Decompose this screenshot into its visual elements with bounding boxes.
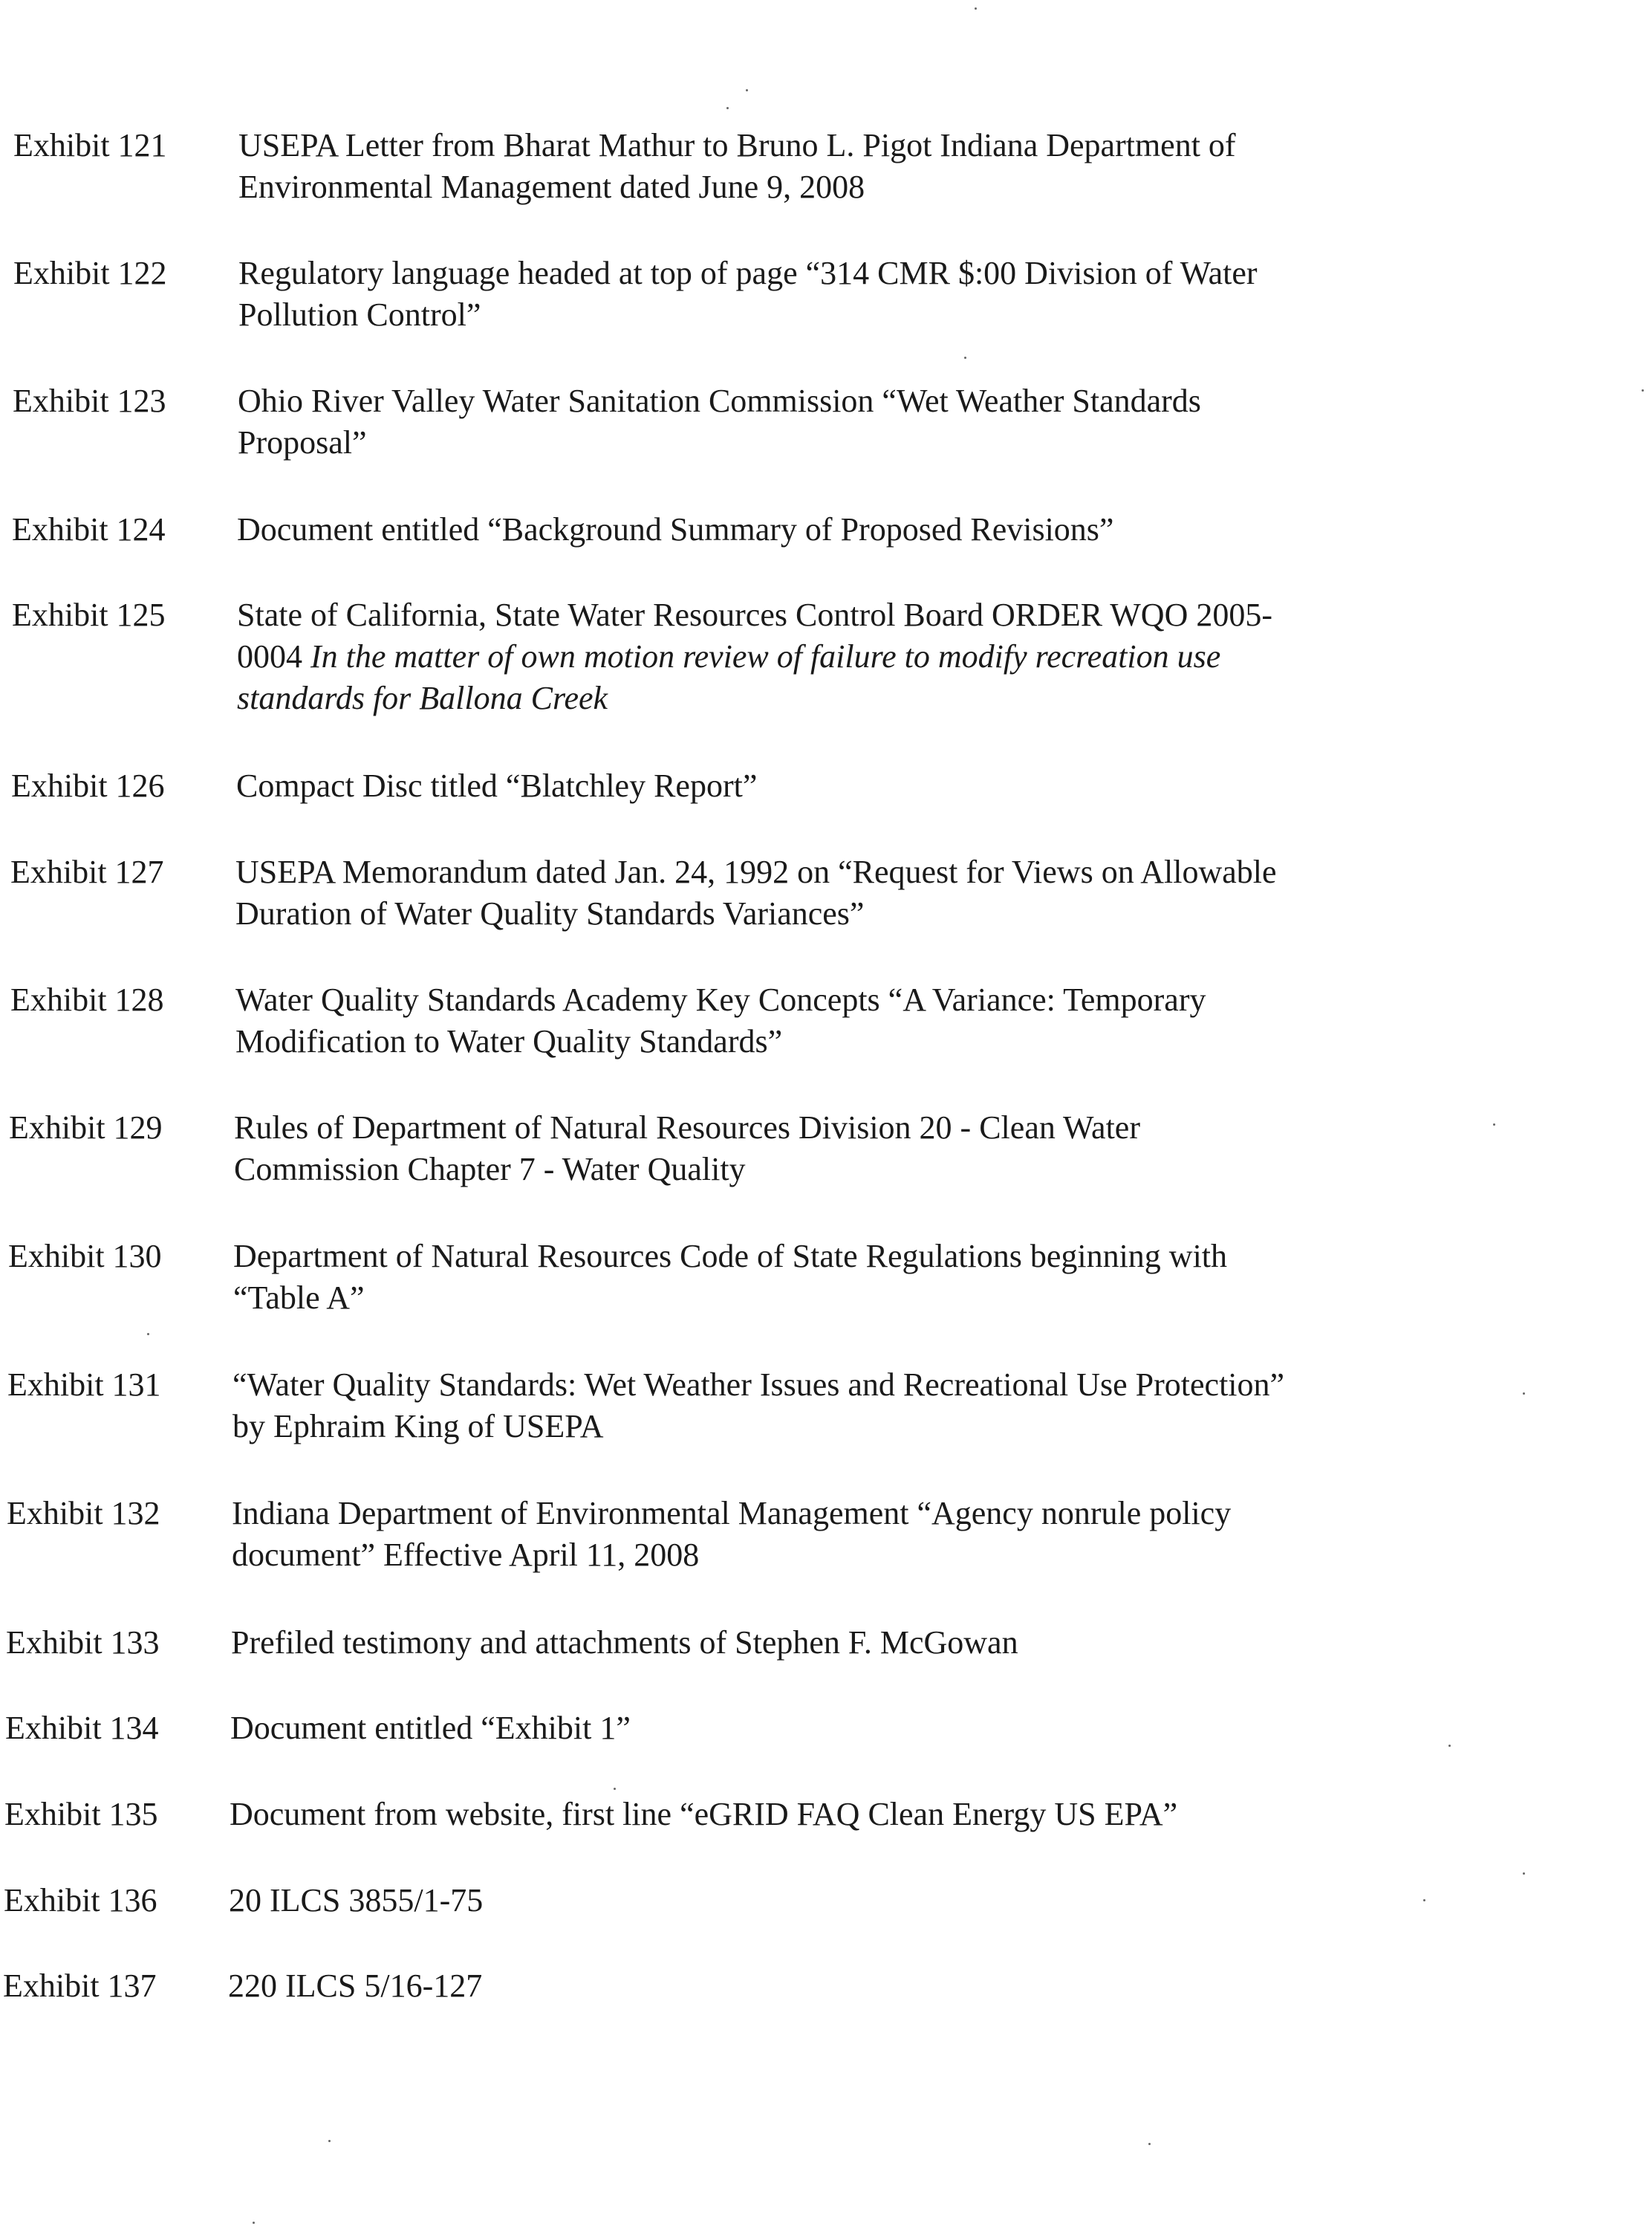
exhibit-case-title: In the matter of own motion review of failure to modify recreation use bbox=[310, 638, 1221, 675]
exhibit-description-line bbox=[237, 636, 1544, 678]
exhibit-description-line: Proposal” bbox=[238, 424, 367, 461]
exhibit-description-line: “Table A” bbox=[233, 1279, 365, 1316]
scan-speck bbox=[1493, 1123, 1495, 1126]
exhibit-row bbox=[4, 1880, 1534, 1969]
exhibit-row bbox=[10, 851, 1541, 941]
exhibit-label: Exhibit 129 bbox=[9, 1109, 163, 1146]
exhibit-label: Exhibit 123 bbox=[13, 383, 166, 419]
exhibit-label: Exhibit 132 bbox=[7, 1495, 160, 1531]
exhibit-description-line: Document from website, first line “eGRID FAQ Clean Energy US EPA” bbox=[230, 1796, 1178, 1832]
exhibit-label: Exhibit 131 bbox=[7, 1366, 161, 1403]
exhibit-description bbox=[230, 1707, 1538, 1749]
exhibit-row bbox=[11, 765, 1541, 854]
exhibit-label: Exhibit 126 bbox=[11, 768, 165, 804]
exhibit-row bbox=[13, 125, 1544, 214]
exhibit-description bbox=[238, 380, 1545, 464]
scan-speck bbox=[964, 357, 966, 359]
scan-speck bbox=[614, 1788, 616, 1790]
exhibit-description-line: Duration of Water Quality Standards Variances” bbox=[235, 895, 865, 932]
exhibit-label: Exhibit 128 bbox=[10, 982, 164, 1018]
exhibit-description-line: Modification to Water Quality Standards” bbox=[235, 1023, 783, 1060]
exhibit-description-line: 220 ILCS 5/16-127 bbox=[228, 1968, 483, 2004]
exhibit-row bbox=[5, 1707, 1535, 1797]
exhibit-label: Exhibit 121 bbox=[13, 127, 167, 163]
scan-speck bbox=[328, 2140, 331, 2142]
exhibit-row bbox=[13, 253, 1544, 342]
scan-speck bbox=[746, 89, 748, 91]
exhibit-description-line: Department of Natural Resources Code of State Regulations beginning with bbox=[233, 1238, 1228, 1274]
exhibit-label: Exhibit 134 bbox=[5, 1710, 159, 1746]
exhibit-label: Exhibit 137 bbox=[3, 1968, 157, 2004]
exhibit-label: Exhibit 122 bbox=[13, 255, 167, 291]
exhibit-row bbox=[9, 1107, 1539, 1196]
exhibit-label: Exhibit 133 bbox=[6, 1624, 160, 1661]
scan-speck bbox=[1642, 389, 1644, 392]
exhibit-description bbox=[233, 1236, 1541, 1319]
exhibit-description bbox=[237, 509, 1544, 551]
exhibit-row bbox=[10, 979, 1541, 1068]
exhibit-description-line: Environmental Management dated June 9, 2008 bbox=[238, 169, 865, 205]
exhibit-description-line: Ohio River Valley Water Sanitation Commission “Wet Weather Standards bbox=[238, 383, 1201, 419]
exhibit-row bbox=[12, 594, 1542, 716]
scan-speck bbox=[1523, 1392, 1525, 1395]
exhibit-description-line: “Water Quality Standards: Wet Weather Issues and Recreational Use Protection” bbox=[232, 1366, 1285, 1403]
exhibit-label: Exhibit 130 bbox=[8, 1238, 162, 1274]
scan-speck bbox=[1523, 1872, 1525, 1875]
exhibit-label: Exhibit 124 bbox=[12, 511, 166, 548]
exhibit-order-number: 0004 bbox=[237, 638, 310, 675]
exhibit-description bbox=[238, 125, 1546, 208]
exhibit-description-line: Prefiled testimony and attachments of Stephen F. McGowan bbox=[231, 1624, 1018, 1661]
exhibit-description-line: Pollution Control” bbox=[238, 296, 481, 333]
exhibit-description-line: USEPA Memorandum dated Jan. 24, 1992 on “Request for Views on Allowable bbox=[235, 854, 1277, 890]
exhibit-row bbox=[7, 1493, 1537, 1582]
exhibit-label: Exhibit 127 bbox=[10, 854, 164, 890]
exhibit-description bbox=[235, 979, 1543, 1063]
exhibit-row bbox=[13, 380, 1543, 470]
exhibit-description-line: Indiana Department of Environmental Management “Agency nonrule policy bbox=[232, 1495, 1232, 1531]
exhibit-case-title-continued: standards for Ballona Creek bbox=[237, 680, 608, 716]
exhibit-description bbox=[231, 1622, 1538, 1664]
exhibit-description-line: Water Quality Standards Academy Key Concepts “A Variance: Temporary bbox=[235, 982, 1206, 1018]
scan-speck bbox=[147, 1333, 149, 1335]
exhibit-description bbox=[237, 594, 1544, 719]
exhibit-label: Exhibit 135 bbox=[4, 1796, 158, 1832]
exhibit-description bbox=[235, 851, 1543, 935]
scan-speck bbox=[726, 107, 729, 109]
exhibit-description bbox=[232, 1364, 1540, 1447]
exhibit-row bbox=[12, 509, 1542, 598]
exhibit-description bbox=[229, 1880, 1536, 1921]
exhibit-row bbox=[8, 1236, 1538, 1325]
exhibit-description bbox=[236, 765, 1544, 807]
exhibit-row bbox=[7, 1364, 1538, 1453]
exhibit-description-line: document” Effective April 11, 2008 bbox=[232, 1537, 700, 1573]
exhibit-row bbox=[3, 1965, 1533, 2054]
exhibit-description-line: Rules of Department of Natural Resources Division 20 - Clean Water bbox=[234, 1109, 1140, 1146]
exhibit-description-line: Compact Disc titled “Blatchley Report” bbox=[236, 768, 758, 804]
exhibit-description bbox=[238, 253, 1546, 336]
exhibit-description-line: Document entitled “Background Summary of Proposed Revisions” bbox=[237, 511, 1114, 548]
exhibit-description bbox=[234, 1107, 1541, 1190]
exhibit-description-line: Document entitled “Exhibit 1” bbox=[230, 1710, 631, 1746]
exhibit-description bbox=[232, 1493, 1539, 1576]
exhibit-label: Exhibit 125 bbox=[12, 597, 166, 633]
exhibit-description-line: State of California, State Water Resources Control Board ORDER WQO 2005- bbox=[237, 597, 1273, 633]
scan-speck bbox=[975, 7, 977, 10]
exhibit-description bbox=[228, 1965, 1535, 2007]
scan-speck bbox=[1148, 2143, 1151, 2145]
exhibit-label: Exhibit 136 bbox=[4, 1882, 157, 1918]
exhibit-row bbox=[4, 1794, 1535, 1883]
exhibit-description-line: USEPA Letter from Bharat Mathur to Bruno L. Pigot Indiana Department of bbox=[238, 127, 1236, 163]
scan-speck bbox=[253, 2222, 255, 2224]
exhibit-description-line: by Ephraim King of USEPA bbox=[232, 1408, 604, 1444]
exhibit-row bbox=[6, 1622, 1536, 1711]
scan-speck bbox=[1448, 1745, 1451, 1747]
scan-speck bbox=[1423, 1899, 1425, 1901]
exhibit-description-line: Regulatory language headed at top of page “314 CMR $:00 Division of Water bbox=[238, 255, 1258, 291]
exhibit-description-line: 20 ILCS 3855/1-75 bbox=[229, 1882, 484, 1918]
exhibit-description bbox=[230, 1794, 1537, 1835]
exhibit-description-line: Commission Chapter 7 - Water Quality bbox=[234, 1151, 746, 1187]
